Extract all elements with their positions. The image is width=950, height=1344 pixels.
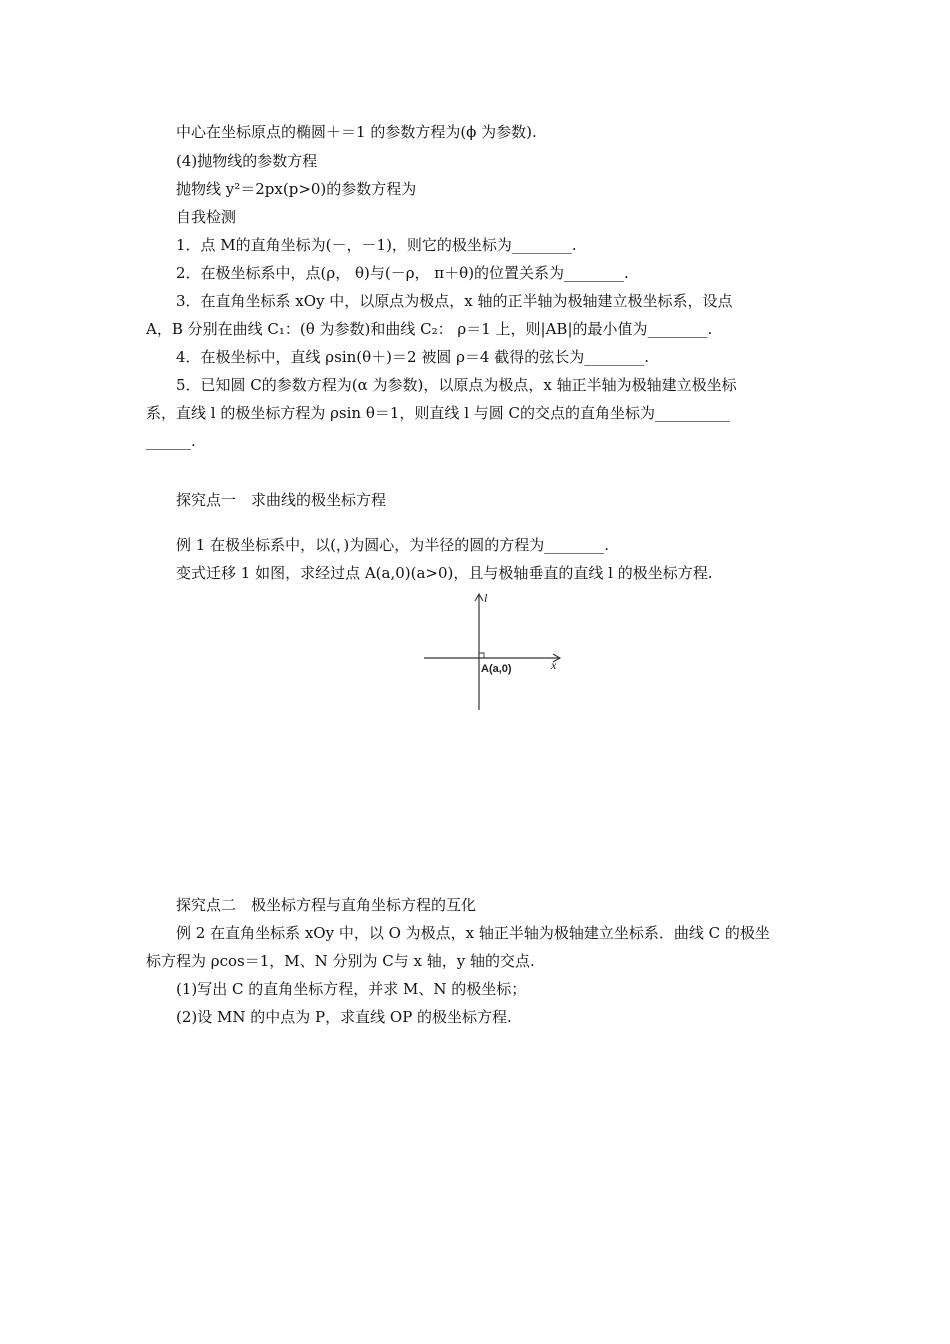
axis-l-label: l (484, 591, 488, 605)
question-2: 2．在极坐标系中，点(ρ， θ)与(－ρ， π＋θ)的位置关系为________. (176, 264, 629, 282)
polar-line-figure (420, 588, 570, 714)
example-2-line-1: 例 2 在直角坐标系 xOy 中，以 O 为极点，x 轴正半轴为极轴建立坐标系．曲线 C 的极坐 (176, 924, 770, 942)
example-2-part-2: (2)设 MN 的中点为 P，求直线 OP 的极坐标方程. (176, 1008, 512, 1026)
line-parabola-heading: (4)抛物线的参数方程 (176, 152, 318, 170)
example-1: 例 1 在极坐标系中，以(，)为圆心，为半径的圆的方程为________. (176, 536, 610, 554)
line-parabola-param: 抛物线 y²＝2px(p>0)的参数方程为 (176, 180, 417, 198)
question-5-line-3: ______. (146, 432, 196, 450)
question-3-line-2: A，B 分别在曲线 C₁：(θ 为参数)和曲线 C₂： ρ＝1 上，则|AB|的最小值为________. (146, 320, 713, 338)
variant-1: 变式迁移 1 如图，求经过点 A(a,0)(a>0)，且与极轴垂直的直线 l 的极坐标方程. (176, 564, 713, 582)
section-explore-2-title: 探究点二 极坐标方程与直角坐标方程的互化 (176, 896, 477, 914)
example-2-line-2: 标方程为 ρcos＝1，M、N 分别为 C与 x 轴，y 轴的交点. (146, 952, 535, 970)
point-a-label: A(a,0) (481, 663, 512, 675)
question-1: 1．点 M的直角坐标为(－，－1)，则它的极坐标为________. (176, 236, 577, 254)
right-angle-mark (479, 653, 484, 658)
question-5-line-2: 系，直线 l 的极坐标方程为 ρsin θ＝1，则直线 l 与圆 C的交点的直角坐标为__________ (146, 404, 730, 422)
line-ellipse-param: 中心在坐标原点的椭圆＋＝1 的参数方程为(ϕ 为参数). (176, 123, 537, 141)
question-4: 4．在极坐标中，直线 ρsin(θ＋)＝2 被圆 ρ＝4 截得的弦长为________. (176, 348, 650, 366)
section-self-check: 自我检测 (176, 208, 237, 226)
axes-diagram (420, 588, 570, 714)
axis-x-label: x (551, 658, 557, 672)
example-2-part-1: (1)写出 C 的直角坐标方程，并求 M、N 的极坐标； (176, 980, 527, 998)
question-3-line-1: 3．在直角坐标系 xOy 中，以原点为极点，x 轴的正半轴为极轴建立极坐标系，设点 (176, 292, 733, 310)
section-explore-1-title: 探究点一 求曲线的极坐标方程 (176, 491, 387, 509)
question-5-line-1: 5．已知圆 C的参数方程为(α 为参数)，以原点为极点，x 轴正半轴为极轴建立极坐标 (176, 376, 737, 394)
